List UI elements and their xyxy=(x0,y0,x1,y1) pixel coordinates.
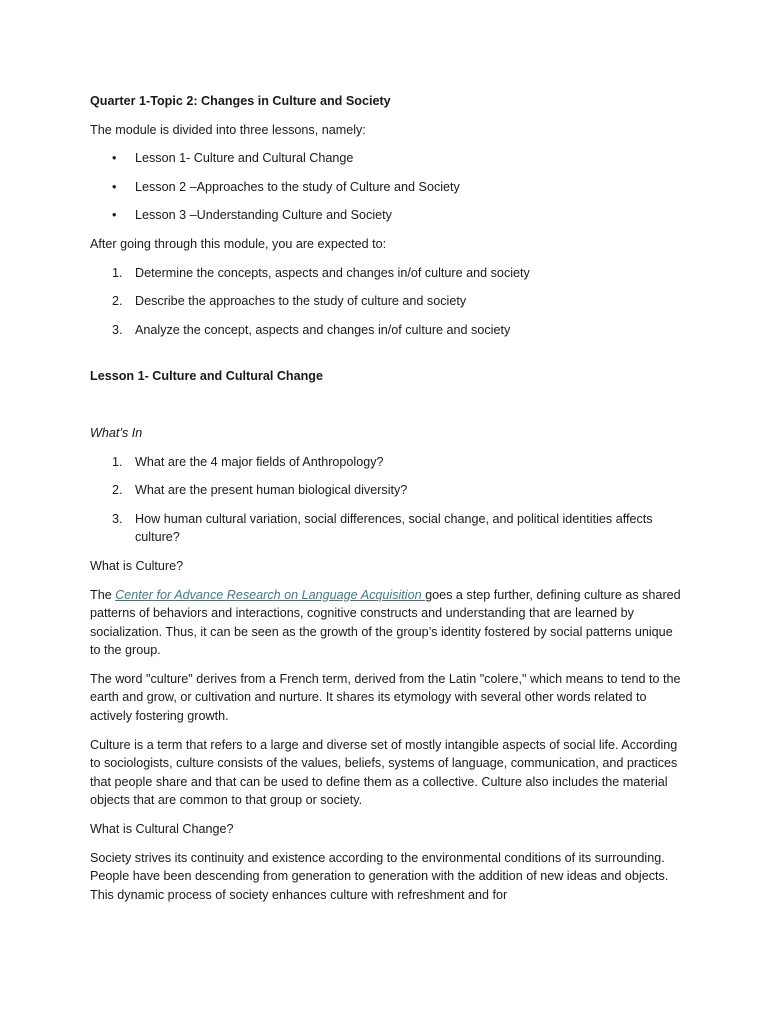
list-item xyxy=(90,178,682,197)
list-number: 1. xyxy=(112,265,123,280)
list-item xyxy=(90,292,682,311)
bullet-marker: • xyxy=(112,208,117,223)
list-number: 1. xyxy=(112,454,123,469)
document-page xyxy=(90,92,682,914)
questions-list xyxy=(90,453,682,547)
question-text: What are the 4 major fields of Anthropology? xyxy=(135,454,384,469)
question-text: What are the present human biological diversity? xyxy=(135,483,408,498)
carla-link[interactable]: Center for Advance Research on Language Acquisition xyxy=(115,587,426,602)
whats-in-heading: What’s In xyxy=(90,425,143,440)
list-item xyxy=(90,453,682,472)
intro-text: The module is divided into three lessons, namely: xyxy=(90,122,366,137)
paragraph-prefix: The xyxy=(90,587,116,602)
list-number: 2. xyxy=(112,294,123,309)
list-number: 2. xyxy=(112,483,123,498)
what-is-change-heading: What is Cultural Change? xyxy=(90,822,234,837)
cultural-change-paragraph: Society strives its continuity and existence according to the environmental conditions of its surrounding. People have been descending from generation to generation with the addition of new ideas and objects. This dynamic process of society enhances culture with refreshment and for xyxy=(90,850,669,902)
paragraph-text: goes a step further, defining culture as shared patterns of behaviors and interactions, cognitive constructs and understanding that are learned by socialization. Thus, it can be seen as the growth of the group’s identity fostered by social patterns unique to the group. xyxy=(90,587,681,658)
lesson-list xyxy=(90,149,682,225)
list-item xyxy=(90,149,682,168)
lesson1-heading: Lesson 1- Culture and Cultural Change xyxy=(90,369,324,384)
what-is-culture-heading: What is Culture? xyxy=(90,558,184,573)
bullet-marker: • xyxy=(112,151,117,166)
lesson-item-text: Lesson 1- Culture and Cultural Change xyxy=(135,151,354,166)
list-item xyxy=(90,321,682,340)
lesson-item-text: Lesson 2 –Approaches to the study of Culture and Society xyxy=(135,179,460,194)
document-title: Quarter 1-Topic 2: Changes in Culture and Society xyxy=(90,94,391,108)
list-item xyxy=(90,510,682,547)
sociology-paragraph: Culture is a term that refers to a large and diverse set of mostly intangible aspects of social life. According to sociologists, culture consists of the values, beliefs, systems of language, communication, and practices that people share and that can be used to define them as a collective. Culture also includes the material objects that are common to that group or society. xyxy=(90,737,678,808)
objectives-text: After going through this module, you are expected to: xyxy=(90,236,387,251)
etymology-paragraph: The word "culture" derives from a French term, derived from the Latin "colere," which means to tend to the earth and grow, or cultivation and nurture. It shares its etymology with several other words related to actively fostering growth. xyxy=(90,671,681,724)
list-number: 3. xyxy=(112,322,123,337)
objectives-list xyxy=(90,264,682,340)
list-item xyxy=(90,206,682,225)
culture-definition-paragraph xyxy=(90,586,682,660)
lesson-item-text: Lesson 3 –Understanding Culture and Society xyxy=(135,208,392,223)
objective-text: Analyze the concept, aspects and changes in/of culture and society xyxy=(135,322,511,337)
list-item xyxy=(90,481,682,500)
question-text: How human cultural variation, social differences, social change, and political identities affects culture? xyxy=(135,511,653,545)
list-item xyxy=(90,264,682,283)
objective-text: Describe the approaches to the study of culture and society xyxy=(135,294,467,309)
bullet-marker: • xyxy=(112,179,117,194)
list-number: 3. xyxy=(112,511,123,526)
objective-text: Determine the concepts, aspects and changes in/of culture and society xyxy=(135,265,530,280)
